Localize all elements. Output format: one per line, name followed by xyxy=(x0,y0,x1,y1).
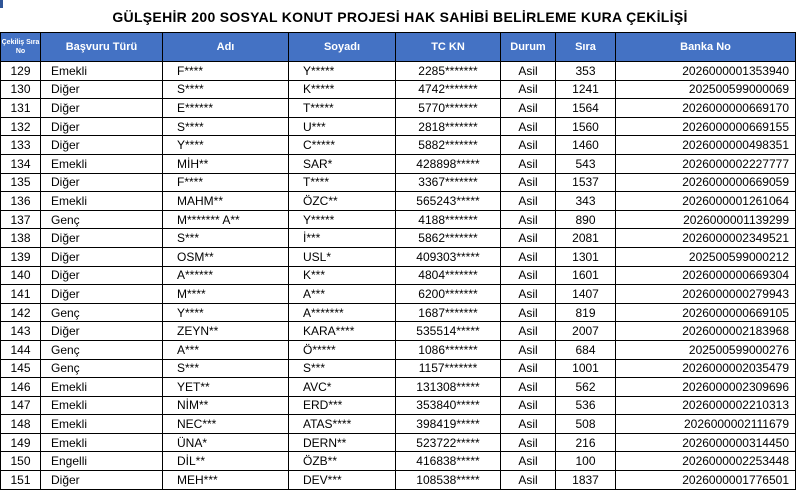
first-name-cell: NİM** xyxy=(163,396,289,415)
first-name-cell: M**** xyxy=(163,285,289,304)
last-name-cell: İ*** xyxy=(289,229,396,248)
draw-no-cell: 129 xyxy=(1,62,41,81)
first-name-cell: S*** xyxy=(163,359,289,378)
table-row xyxy=(1,396,796,415)
rank-cell: 1537 xyxy=(556,173,616,192)
last-name-cell: U*** xyxy=(289,117,396,136)
last-name-cell: USL* xyxy=(289,247,396,266)
last-name-cell: DERN** xyxy=(289,433,396,452)
application-type-cell: Diğer xyxy=(41,266,163,285)
rank-cell: 1001 xyxy=(556,359,616,378)
col-header-draw-no: Çekiliş Sıra No xyxy=(1,33,41,62)
first-name-cell: ÜNA* xyxy=(163,433,289,452)
status-cell: Asil xyxy=(501,322,556,341)
status-cell: Asil xyxy=(501,396,556,415)
status-cell: Asil xyxy=(501,303,556,322)
status-cell: Asil xyxy=(501,62,556,81)
status-cell: Asil xyxy=(501,99,556,118)
bank-no-cell: 2026000002253448 xyxy=(616,452,796,471)
rank-cell: 684 xyxy=(556,340,616,359)
tc-kn-cell: 4742******* xyxy=(396,80,501,99)
draw-no-cell: 146 xyxy=(1,378,41,397)
table-row xyxy=(1,303,796,322)
status-cell: Asil xyxy=(501,471,556,490)
first-name-cell: Y**** xyxy=(163,136,289,155)
application-type-cell: Genç xyxy=(41,340,163,359)
rank-cell: 562 xyxy=(556,378,616,397)
table-row xyxy=(1,452,796,471)
last-name-cell: K*** xyxy=(289,266,396,285)
first-name-cell: Y**** xyxy=(163,303,289,322)
col-header-bank-no: Banka No xyxy=(616,33,796,62)
draw-no-cell: 144 xyxy=(1,340,41,359)
draw-no-cell: 147 xyxy=(1,396,41,415)
draw-no-cell: 149 xyxy=(1,433,41,452)
table-row xyxy=(1,247,796,266)
rank-cell: 2007 xyxy=(556,322,616,341)
application-type-cell: Diğer xyxy=(41,117,163,136)
first-name-cell: YET** xyxy=(163,378,289,397)
tc-kn-cell: 398419***** xyxy=(396,415,501,434)
draw-no-cell: 135 xyxy=(1,173,41,192)
last-name-cell: ERD*** xyxy=(289,396,396,415)
application-type-cell: Diğer xyxy=(41,285,163,304)
last-name-cell: K***** xyxy=(289,80,396,99)
status-cell: Asil xyxy=(501,433,556,452)
draw-no-cell: 137 xyxy=(1,210,41,229)
application-type-cell: Emekli xyxy=(41,415,163,434)
draw-no-cell: 143 xyxy=(1,322,41,341)
bank-no-cell: 2026000002210313 xyxy=(616,396,796,415)
rank-cell: 543 xyxy=(556,154,616,173)
bank-no-cell: 202500599000276 xyxy=(616,340,796,359)
table-row xyxy=(1,173,796,192)
rank-cell: 819 xyxy=(556,303,616,322)
table-row xyxy=(1,229,796,248)
rank-cell: 100 xyxy=(556,452,616,471)
tc-kn-cell: 1687******* xyxy=(396,303,501,322)
rank-cell: 1407 xyxy=(556,285,616,304)
table-body xyxy=(1,62,796,490)
rank-cell: 536 xyxy=(556,396,616,415)
bank-no-cell: 2026000001261064 xyxy=(616,192,796,211)
table-row xyxy=(1,154,796,173)
tc-kn-cell: 5862******* xyxy=(396,229,501,248)
draw-no-cell: 132 xyxy=(1,117,41,136)
tc-kn-cell: 5770******* xyxy=(396,99,501,118)
bank-no-cell: 2026000002035479 xyxy=(616,359,796,378)
application-type-cell: Diğer xyxy=(41,471,163,490)
status-cell: Asil xyxy=(501,340,556,359)
application-type-cell: Genç xyxy=(41,303,163,322)
page-title: GÜLŞEHİR 200 SOSYAL KONUT PROJESİ HAK SAHİBİ BELİRLEME KURA ÇEKİLİŞİ xyxy=(112,9,688,25)
last-name-cell: Y***** xyxy=(289,210,396,229)
application-type-cell: Engelli xyxy=(41,452,163,471)
table-row xyxy=(1,471,796,490)
first-name-cell: S**** xyxy=(163,80,289,99)
bank-no-cell: 2026000001139299 xyxy=(616,210,796,229)
rank-cell: 2081 xyxy=(556,229,616,248)
last-name-cell: DEV*** xyxy=(289,471,396,490)
draw-no-cell: 150 xyxy=(1,452,41,471)
bank-no-cell: 2026000000279943 xyxy=(616,285,796,304)
application-type-cell: Emekli xyxy=(41,378,163,397)
first-name-cell: ZEYN** xyxy=(163,322,289,341)
rank-cell: 1601 xyxy=(556,266,616,285)
bank-no-cell: 2026000002349521 xyxy=(616,229,796,248)
first-name-cell: S*** xyxy=(163,229,289,248)
first-name-cell: S**** xyxy=(163,117,289,136)
draw-no-cell: 134 xyxy=(1,154,41,173)
table-row xyxy=(1,210,796,229)
application-type-cell: Emekli xyxy=(41,433,163,452)
first-name-cell: MEH*** xyxy=(163,471,289,490)
status-cell: Asil xyxy=(501,266,556,285)
col-header-status: Durum xyxy=(501,33,556,62)
tc-kn-cell: 416838***** xyxy=(396,452,501,471)
application-type-cell: Diğer xyxy=(41,247,163,266)
rank-cell: 890 xyxy=(556,210,616,229)
bank-no-cell: 2026000000314450 xyxy=(616,433,796,452)
rank-cell: 1241 xyxy=(556,80,616,99)
application-type-cell: Genç xyxy=(41,210,163,229)
bank-no-cell: 2026000001353940 xyxy=(616,62,796,81)
tc-kn-cell: 565243***** xyxy=(396,192,501,211)
tc-kn-cell: 5882******* xyxy=(396,136,501,155)
bank-no-cell: 2026000000669155 xyxy=(616,117,796,136)
col-header-last-name: Soyadı xyxy=(289,33,396,62)
table-row xyxy=(1,99,796,118)
first-name-cell: A****** xyxy=(163,266,289,285)
first-name-cell: OSM** xyxy=(163,247,289,266)
table-header-row xyxy=(1,33,796,62)
bank-no-cell: 2026000002111679 xyxy=(616,415,796,434)
last-name-cell: A******* xyxy=(289,303,396,322)
draw-no-cell: 136 xyxy=(1,192,41,211)
col-header-first-name: Adı xyxy=(163,33,289,62)
table-row xyxy=(1,340,796,359)
status-cell: Asil xyxy=(501,80,556,99)
rank-cell: 216 xyxy=(556,433,616,452)
tc-kn-cell: 108538***** xyxy=(396,471,501,490)
bank-no-cell: 2026000002227777 xyxy=(616,154,796,173)
table-row xyxy=(1,192,796,211)
last-name-cell: KARA**** xyxy=(289,322,396,341)
bank-no-cell: 2026000002183968 xyxy=(616,322,796,341)
table-row xyxy=(1,322,796,341)
first-name-cell: A*** xyxy=(163,340,289,359)
application-type-cell: Diğer xyxy=(41,229,163,248)
draw-no-cell: 140 xyxy=(1,266,41,285)
table-row xyxy=(1,62,796,81)
status-cell: Asil xyxy=(501,173,556,192)
draw-no-cell: 151 xyxy=(1,471,41,490)
table-row xyxy=(1,266,796,285)
table-row xyxy=(1,136,796,155)
application-type-cell: Diğer xyxy=(41,99,163,118)
first-name-cell: F**** xyxy=(163,62,289,81)
tc-kn-cell: 535514***** xyxy=(396,322,501,341)
table-row xyxy=(1,359,796,378)
tc-kn-cell: 523722***** xyxy=(396,433,501,452)
col-header-rank: Sıra xyxy=(556,33,616,62)
rank-cell: 1564 xyxy=(556,99,616,118)
first-name-cell: F**** xyxy=(163,173,289,192)
draw-no-cell: 145 xyxy=(1,359,41,378)
tc-kn-cell: 4804******* xyxy=(396,266,501,285)
first-name-cell: DİL** xyxy=(163,452,289,471)
bank-no-cell: 2026000002309696 xyxy=(616,378,796,397)
tc-kn-cell: 2285******* xyxy=(396,62,501,81)
last-name-cell: T**** xyxy=(289,173,396,192)
col-header-application-type: Başvuru Türü xyxy=(41,33,163,62)
status-cell: Asil xyxy=(501,359,556,378)
application-type-cell: Diğer xyxy=(41,173,163,192)
last-name-cell: Y***** xyxy=(289,62,396,81)
bank-no-cell: 2026000000669170 xyxy=(616,99,796,118)
status-cell: Asil xyxy=(501,229,556,248)
rank-cell: 343 xyxy=(556,192,616,211)
first-name-cell: MİH** xyxy=(163,154,289,173)
rank-cell: 1560 xyxy=(556,117,616,136)
status-cell: Asil xyxy=(501,378,556,397)
table-row xyxy=(1,415,796,434)
last-name-cell: ATAS**** xyxy=(289,415,396,434)
status-cell: Asil xyxy=(501,136,556,155)
tc-kn-cell: 3367******* xyxy=(396,173,501,192)
rank-cell: 353 xyxy=(556,62,616,81)
bank-no-cell: 2026000000669105 xyxy=(616,303,796,322)
first-name-cell: NEC*** xyxy=(163,415,289,434)
rank-cell: 1460 xyxy=(556,136,616,155)
status-cell: Asil xyxy=(501,154,556,173)
tc-kn-cell: 2818******* xyxy=(396,117,501,136)
bank-no-cell: 202500599000212 xyxy=(616,247,796,266)
status-cell: Asil xyxy=(501,117,556,136)
draw-no-cell: 148 xyxy=(1,415,41,434)
tc-kn-cell: 409303***** xyxy=(396,247,501,266)
tc-kn-cell: 1086******* xyxy=(396,340,501,359)
draw-no-cell: 130 xyxy=(1,80,41,99)
status-cell: Asil xyxy=(501,285,556,304)
draw-no-cell: 142 xyxy=(1,303,41,322)
first-name-cell: E****** xyxy=(163,99,289,118)
last-name-cell: ÖZC** xyxy=(289,192,396,211)
application-type-cell: Diğer xyxy=(41,322,163,341)
tc-kn-cell: 6200******* xyxy=(396,285,501,304)
corner-mark xyxy=(0,0,3,8)
last-name-cell: A*** xyxy=(289,285,396,304)
last-name-cell: S*** xyxy=(289,359,396,378)
application-type-cell: Diğer xyxy=(41,80,163,99)
tc-kn-cell: 353840***** xyxy=(396,396,501,415)
table-row xyxy=(1,285,796,304)
status-cell: Asil xyxy=(501,210,556,229)
rank-cell: 508 xyxy=(556,415,616,434)
table-row xyxy=(1,117,796,136)
application-type-cell: Emekli xyxy=(41,62,163,81)
tc-kn-cell: 131308***** xyxy=(396,378,501,397)
last-name-cell: AVC* xyxy=(289,378,396,397)
first-name-cell: MAHM** xyxy=(163,192,289,211)
application-type-cell: Emekli xyxy=(41,396,163,415)
tc-kn-cell: 1157******* xyxy=(396,359,501,378)
rank-cell: 1301 xyxy=(556,247,616,266)
status-cell: Asil xyxy=(501,415,556,434)
application-type-cell: Emekli xyxy=(41,154,163,173)
status-cell: Asil xyxy=(501,247,556,266)
draw-no-cell: 141 xyxy=(1,285,41,304)
last-name-cell: T***** xyxy=(289,99,396,118)
table-row xyxy=(1,80,796,99)
bank-no-cell: 2026000000669304 xyxy=(616,266,796,285)
status-cell: Asil xyxy=(501,192,556,211)
draw-no-cell: 131 xyxy=(1,99,41,118)
draw-no-cell: 139 xyxy=(1,247,41,266)
col-header-tc-kn: TC KN xyxy=(396,33,501,62)
table-row xyxy=(1,433,796,452)
bank-no-cell: 202500599000069 xyxy=(616,80,796,99)
first-name-cell: M******* A** xyxy=(163,210,289,229)
last-name-cell: C***** xyxy=(289,136,396,155)
tc-kn-cell: 428898***** xyxy=(396,154,501,173)
draw-no-cell: 133 xyxy=(1,136,41,155)
table-row xyxy=(1,378,796,397)
bank-no-cell: 2026000000669059 xyxy=(616,173,796,192)
last-name-cell: Ö***** xyxy=(289,340,396,359)
application-type-cell: Emekli xyxy=(41,192,163,211)
last-name-cell: SAR* xyxy=(289,154,396,173)
bank-no-cell: 2026000000498351 xyxy=(616,136,796,155)
last-name-cell: ÖZB** xyxy=(289,452,396,471)
rank-cell: 1837 xyxy=(556,471,616,490)
draw-no-cell: 138 xyxy=(1,229,41,248)
tc-kn-cell: 4188******* xyxy=(396,210,501,229)
application-type-cell: Genç xyxy=(41,359,163,378)
lottery-table xyxy=(0,32,796,490)
status-cell: Asil xyxy=(501,452,556,471)
application-type-cell: Diğer xyxy=(41,136,163,155)
bank-no-cell: 2026000001776501 xyxy=(616,471,796,490)
